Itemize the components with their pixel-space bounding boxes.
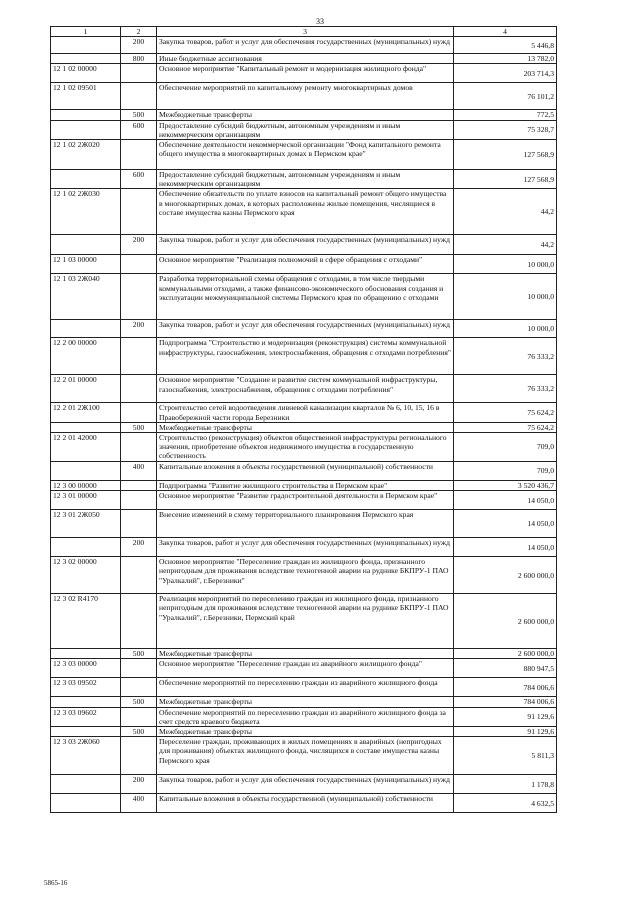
expense-type-code: 400 — [121, 794, 157, 813]
target-article-code — [51, 727, 121, 737]
target-article-code — [51, 462, 121, 481]
target-article-code — [51, 54, 121, 64]
table-row — [51, 403, 557, 422]
amount-value: 44,2 — [454, 235, 557, 255]
target-article-code — [51, 110, 121, 120]
table-row — [51, 37, 557, 54]
amount-value: 91 129,6 — [454, 727, 557, 737]
target-article-code: 12 3 03 09602 — [51, 707, 121, 726]
expense-type-code — [121, 510, 157, 538]
target-article-code: 12 3 01 2Ж050 — [51, 510, 121, 538]
target-article-code — [51, 320, 121, 338]
table-row — [51, 794, 557, 813]
target-article-code — [51, 170, 121, 189]
expense-type-code: 600 — [121, 120, 157, 139]
item-name: Предоставление субсидий бюджетным, автономным учреждениям и иным некоммерческим организациям — [157, 170, 454, 189]
amount-value: 5 446,8 — [454, 37, 557, 54]
target-article-code: 12 2 00 00000 — [51, 338, 121, 375]
item-name: Строительство сетей водоотведения ливневой канализации кварталов № 6, 10, 15, 16 в Правобережной части города Березники — [157, 403, 454, 422]
table-row — [51, 462, 557, 481]
target-article-code: 12 1 02 09501 — [51, 83, 121, 110]
item-name: Реализация мероприятий по переселению граждан из жилищного фонда, признанного непригодным для проживания вследствие техногенной аварии на руднике БКПРУ-1 ПАО "Уралкалий", г.Березники, Пермский край — [157, 594, 454, 649]
item-name: Предоставление субсидий бюджетным, автономным учреждениям и иным некоммерческим организациям — [157, 120, 454, 139]
expense-type-code: 800 — [121, 54, 157, 64]
target-article-code — [51, 37, 121, 54]
amount-value: 2 600 000,0 — [454, 649, 557, 659]
table-row — [51, 170, 557, 189]
amount-value: 91 129,6 — [454, 707, 557, 726]
table-row — [51, 54, 557, 64]
item-name: Основное мероприятие "Создание и развитие систем коммунальной инфраструктуры, газоснабжения, электроснабжения, обращения с отходами потребления" — [157, 375, 454, 403]
table-body — [51, 37, 557, 813]
table-row — [51, 83, 557, 110]
table-row — [51, 64, 557, 83]
amount-value: 10 000,0 — [454, 320, 557, 338]
budget-table — [50, 26, 557, 813]
target-article-code: 12 1 02 2Ж030 — [51, 189, 121, 235]
expense-type-code: 200 — [121, 538, 157, 557]
amount-value: 4 632,5 — [454, 794, 557, 813]
table-row — [51, 422, 557, 432]
expense-type-code: 400 — [121, 462, 157, 481]
item-name: Иные бюджетные ассигнования — [157, 54, 454, 64]
amount-value: 1 178,8 — [454, 775, 557, 794]
table-row — [51, 557, 557, 594]
item-name: Обеспечение деятельности некоммерческой организации "Фонд капитального ремонта общего имущества в многоквартирных домах в Пермском крае" — [157, 140, 454, 170]
amount-value: 5 811,3 — [454, 737, 557, 775]
amount-value: 14 050,0 — [454, 510, 557, 538]
table-row — [51, 255, 557, 274]
amount-value: 127 568,9 — [454, 170, 557, 189]
item-name: Закупка товаров, работ и услуг для обеспечения государственных (муниципальных) нужд — [157, 320, 454, 338]
target-article-code: 12 3 01 00000 — [51, 491, 121, 510]
item-name: Основное мероприятие "Реализация полномочий в сфере обращения с отходами" — [157, 255, 454, 274]
expense-type-code: 500 — [121, 727, 157, 737]
table-row — [51, 481, 557, 491]
amount-value: 76 333,2 — [454, 338, 557, 375]
expense-type-code: 500 — [121, 697, 157, 707]
amount-value: 14 050,0 — [454, 491, 557, 510]
header-col-4: 4 — [454, 27, 557, 37]
expense-type-code: 200 — [121, 235, 157, 255]
table-row — [51, 338, 557, 375]
expense-type-code: 600 — [121, 170, 157, 189]
target-article-code: 12 3 00 00000 — [51, 481, 121, 491]
item-name: Внесение изменений в схему территориального планирования Пермского края — [157, 510, 454, 538]
item-name: Обеспечение мероприятий по переселению граждан из аварийного жилищного фонда за счет средств краевого бюджета — [157, 707, 454, 726]
item-name: Основное мероприятие "Капитальный ремонт и модернизация жилищного фонда" — [157, 64, 454, 83]
item-name: Капитальные вложения в объекты государственной (муниципальной) собственности — [157, 462, 454, 481]
item-name: Межбюджетные трансферты — [157, 422, 454, 432]
target-article-code — [51, 649, 121, 659]
expense-type-code — [121, 594, 157, 649]
amount-value: 3 520 436,7 — [454, 481, 557, 491]
expense-type-code — [121, 274, 157, 320]
expense-type-code — [121, 83, 157, 110]
table-header-row — [51, 27, 557, 37]
amount-value: 76 333,2 — [454, 375, 557, 403]
amount-value: 10 000,0 — [454, 255, 557, 274]
expense-type-code — [121, 678, 157, 697]
amount-value: 2 600 000,0 — [454, 557, 557, 594]
amount-value: 203 714,3 — [454, 64, 557, 83]
item-name: Межбюджетные трансферты — [157, 649, 454, 659]
item-name: Межбюджетные трансферты — [157, 110, 454, 120]
target-article-code: 12 1 02 00000 — [51, 64, 121, 83]
amount-value: 10 000,0 — [454, 274, 557, 320]
amount-value: 880 947,5 — [454, 659, 557, 678]
item-name: Обеспечение мероприятий по переселению граждан из аварийного жилищного фонда — [157, 678, 454, 697]
document-code: 5865-16 — [44, 879, 68, 887]
amount-value: 784 006,6 — [454, 697, 557, 707]
table-row — [51, 274, 557, 320]
expense-type-code: 500 — [121, 649, 157, 659]
target-article-code: 12 3 03 09502 — [51, 678, 121, 697]
expense-type-code — [121, 189, 157, 235]
target-article-code — [51, 794, 121, 813]
table-row — [51, 235, 557, 255]
expense-type-code — [121, 491, 157, 510]
item-name: Подпрограмма "Развитие жилищного строительства в Пермском крае" — [157, 481, 454, 491]
table-row — [51, 189, 557, 235]
table-row — [51, 510, 557, 538]
item-name: Строительство (реконструкция) объектов общественной инфраструктуры регионального значения, приобретение объектов недвижимого имущества в государственную собственность — [157, 433, 454, 462]
item-name: Закупка товаров, работ и услуг для обеспечения государственных (муниципальных) нужд — [157, 37, 454, 54]
page-number: 33 — [316, 17, 324, 26]
table-row — [51, 594, 557, 649]
amount-value: 13 782,0 — [454, 54, 557, 64]
table-row — [51, 775, 557, 794]
target-article-code — [51, 422, 121, 432]
item-name: Межбюджетные трансферты — [157, 697, 454, 707]
target-article-code — [51, 120, 121, 139]
target-article-code: 12 3 02 00000 — [51, 557, 121, 594]
table-row — [51, 697, 557, 707]
target-article-code: 12 3 02 R4170 — [51, 594, 121, 649]
amount-value: 76 101,2 — [454, 83, 557, 110]
amount-value: 784 006,6 — [454, 678, 557, 697]
expense-type-code: 500 — [121, 110, 157, 120]
target-article-code: 12 1 03 2Ж040 — [51, 274, 121, 320]
item-name: Межбюджетные трансферты — [157, 727, 454, 737]
table-row — [51, 120, 557, 139]
amount-value: 75 328,7 — [454, 120, 557, 139]
expense-type-code — [121, 659, 157, 678]
amount-value: 75 624,2 — [454, 403, 557, 422]
target-article-code: 12 2 01 00000 — [51, 375, 121, 403]
expense-type-code — [121, 140, 157, 170]
expense-type-code — [121, 375, 157, 403]
amount-value: 2 600 000,0 — [454, 594, 557, 649]
header-col-3: 3 — [157, 27, 454, 37]
amount-value: 709,0 — [454, 462, 557, 481]
item-name: Переселение граждан, проживающих в жилых помещениях в аварийных (непригодных для проживания) объектах жилищного фонда, числящихся в составе имущества казны Пермского края — [157, 737, 454, 775]
amount-value: 75 624,2 — [454, 422, 557, 432]
table-row — [51, 110, 557, 120]
target-article-code — [51, 775, 121, 794]
table-row — [51, 678, 557, 697]
target-article-code: 12 2 01 42000 — [51, 433, 121, 462]
table-row — [51, 659, 557, 678]
expense-type-code — [121, 255, 157, 274]
expense-type-code — [121, 481, 157, 491]
item-name: Подпрограмма "Строительство и модернизация (реконструкция) системы коммунальной инфраструктуры, газоснабжения, электроснабжения, обращения с отходами потребления" — [157, 338, 454, 375]
target-article-code — [51, 538, 121, 557]
item-name: Закупка товаров, работ и услуг для обеспечения государственных (муниципальных) нужд — [157, 538, 454, 557]
amount-value: 14 050,0 — [454, 538, 557, 557]
item-name: Основное мероприятие "Переселение граждан из жилищного фонда, признанного непригодным для проживания вследствие техногенной аварии на руднике БКПРУ-1 ПАО "Уралкалий", г.Березники" — [157, 557, 454, 594]
item-name: Основное мероприятие "Развитие градостроительной деятельности в Пермском крае" — [157, 491, 454, 510]
expense-type-code — [121, 557, 157, 594]
expense-type-code — [121, 64, 157, 83]
target-article-code: 12 2 01 2Ж100 — [51, 403, 121, 422]
expense-type-code: 200 — [121, 320, 157, 338]
amount-value: 44,2 — [454, 189, 557, 235]
header-col-1: 1 — [51, 27, 121, 37]
target-article-code — [51, 235, 121, 255]
expense-type-code — [121, 403, 157, 422]
expense-type-code — [121, 433, 157, 462]
target-article-code: 12 1 03 00000 — [51, 255, 121, 274]
table-row — [51, 320, 557, 338]
table-row — [51, 140, 557, 170]
table-row — [51, 737, 557, 775]
expense-type-code: 200 — [121, 775, 157, 794]
item-name: Закупка товаров, работ и услуг для обеспечения государственных (муниципальных) нужд — [157, 775, 454, 794]
table-row — [51, 491, 557, 510]
amount-value: 709,0 — [454, 433, 557, 462]
item-name: Закупка товаров, работ и услуг для обеспечения государственных (муниципальных) нужд — [157, 235, 454, 255]
table-row — [51, 727, 557, 737]
item-name: Обеспечение обязательств по уплате взносов на капитальный ремонт общего имущества в многоквартирных домах, в которых расположены жилые помещения, числящиеся в составе имущества казны Пермского края — [157, 189, 454, 235]
header-col-2: 2 — [121, 27, 157, 37]
item-name: Основное мероприятие "Переселение граждан из аварийного жилищного фонда" — [157, 659, 454, 678]
expense-type-code — [121, 707, 157, 726]
table-row — [51, 375, 557, 403]
item-name: Капитальные вложения в объекты государственной (муниципальной) собственности — [157, 794, 454, 813]
target-article-code: 12 1 02 2Ж020 — [51, 140, 121, 170]
table-row — [51, 707, 557, 726]
item-name: Обеспечение мероприятий по капитальному ремонту многоквартирных домов — [157, 83, 454, 110]
expense-type-code — [121, 338, 157, 375]
table-row — [51, 538, 557, 557]
expense-type-code: 200 — [121, 37, 157, 54]
target-article-code: 12 3 03 00000 — [51, 659, 121, 678]
budget-table-container — [50, 26, 556, 813]
target-article-code: 12 3 03 2Ж060 — [51, 737, 121, 775]
table-row — [51, 433, 557, 462]
amount-value: 127 568,9 — [454, 140, 557, 170]
expense-type-code: 500 — [121, 422, 157, 432]
table-row — [51, 649, 557, 659]
expense-type-code — [121, 737, 157, 775]
amount-value: 772,5 — [454, 110, 557, 120]
target-article-code — [51, 697, 121, 707]
item-name: Разработка территориальной схемы обращения с отходами, в том числе твердыми коммунальными отходами, а также финансово-экономического обоснования создания и эксплуатации межмуниципальной системы Пермского края по обращению с отходами — [157, 274, 454, 320]
